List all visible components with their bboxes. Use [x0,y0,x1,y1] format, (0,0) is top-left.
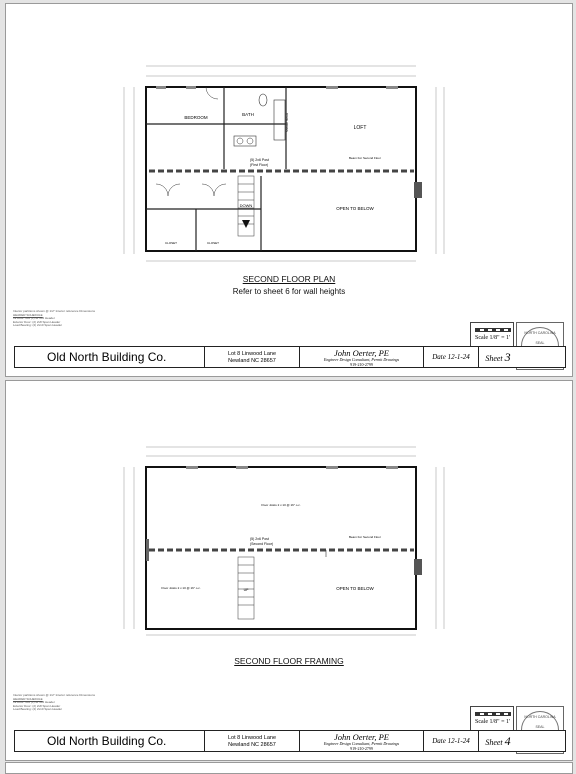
scale-text: Scale 1/8" = 1' [475,335,511,341]
note-line: Interior partitions shown @ 1/2" Interior reference Dimensions [13,693,95,697]
seal-top-text: NORTH CAROLINA [524,715,556,719]
company-name: Old North Building Co. [15,731,205,751]
header-schedule-notes [13,694,95,712]
post-note: (5) 2x6 Post [250,158,269,162]
engineer-phone: 919-210-2799 [350,361,373,367]
drawing-title: SECOND FLOOR PLAN [242,274,336,284]
closet-label-a: CLOSET [164,241,178,245]
joist-note-left: Floor Joists 2 x 10 @ 16" o.c. [161,586,201,590]
exterior-walls [146,467,416,629]
engineer-info [300,347,424,367]
seal-mid-text: SEAL [535,341,545,345]
stair-down-label: DOWN [239,203,253,208]
engineer-name: John Oerter, PE [333,732,389,742]
room-label-bedroom: BEDROOM [184,115,208,120]
sheet-label: Sheet [485,354,503,363]
post-note: (5) 2x6 Post [250,537,269,541]
scale-box [470,706,514,732]
open-below-label: OPEN TO BELOW [336,586,374,591]
interior-walls [146,87,286,251]
sheet-num: 4 [504,734,511,748]
open-below-label: OPEN TO BELOW [336,206,374,211]
sheet-date: Date 12-1-24 [424,347,479,367]
engineer-subtitle: Engineer Design Consultant, Permit Drawings [323,357,400,362]
sheet-second-floor-framing [5,380,573,761]
fireplace [414,182,422,198]
closet-doors [156,87,226,196]
shower-label: Shower 60x32 [285,112,289,132]
dimension-lines [124,66,444,261]
room-label-loft: LOFT [353,125,367,131]
shower [274,100,285,140]
sheet-num: 3 [504,350,511,364]
vanity [234,136,256,146]
scale-bar [475,712,511,716]
sheet-second-floor-plan [5,3,573,377]
fireplace [414,559,422,575]
note-heading: HEADER SCHEDULE [13,312,43,317]
floor-plan-drawing [6,4,572,304]
scale-bar [475,328,511,332]
company-name: Old North Building Co. [15,347,205,367]
beam-note: Beam For Second Floor [349,535,381,539]
toilet [259,94,267,106]
framing-plan-drawing [6,381,572,651]
project-address [205,731,300,751]
project-address [205,347,300,367]
engineer-subtitle: Engineer Design Consultant, Permit Drawings [323,741,400,746]
closet-label-b: CLOSET [206,241,220,245]
drawing-subtitle: Refer to sheet 6 for wall heights [232,287,346,296]
note-line: Int Door: 2x6 (1) w/ 2x6 Header [13,700,55,705]
beam-note: Beam For Second Floor [349,156,381,160]
scale-box [470,322,514,348]
note-line: Exterior Door: (2) 2x8 Span Header [13,703,61,708]
joist-note-top: Floor Joists 2 x 10 @ 16" o.c. [261,503,301,507]
city-line: Newland NC 28657 [228,358,276,364]
lot-line: Lot 8 Linwood Lane [227,351,276,357]
stair-up-label: UP [243,588,249,592]
city-line: Newland NC 28657 [228,742,276,748]
note-heading: HEADER SCHEDULE [13,696,43,701]
post-note-2: (First Floor) [250,163,269,167]
sheet-number [478,731,518,751]
sheet-number [478,347,518,367]
note-line: Int Door: 2x6 (1) w/ 2x6 Header [13,316,55,321]
scale-text: Scale 1/8" = 1' [475,719,511,725]
note-line: Exterior Door: (2) 2x8 Span Header [13,319,61,324]
sheet-label: Sheet [485,738,503,747]
title-block [14,730,566,752]
room-label-bath: BATH [242,112,254,117]
door-opening [146,539,149,561]
drawing-title: SECOND FLOOR FRAMING [234,656,344,666]
post-note-2: (Second Floor) [250,542,274,546]
seal-mid-text: SEAL [535,725,545,729]
exterior-walls [146,87,416,251]
note-line: Load Bearing: (2) 2x10 Span Header [13,323,63,328]
engineer-name: John Oerter, PE [333,348,389,358]
note-line: Load Bearing: (2) 2x10 Span Header [13,707,63,712]
seal-top-text: NORTH CAROLINA [524,331,556,335]
engineer-info [300,731,424,751]
sheet-date: Date 12-1-24 [424,731,479,751]
header-schedule-notes [13,310,95,328]
title-block [14,346,566,368]
lot-line: Lot 8 Linwood Lane [227,735,276,741]
engineer-phone: 919-210-2799 [350,745,373,751]
next-sheet-edge [5,762,573,774]
dimension-lines [124,447,444,635]
note-line: Interior partitions shown @ 1/2" Interior reference Dimensions [13,309,95,313]
